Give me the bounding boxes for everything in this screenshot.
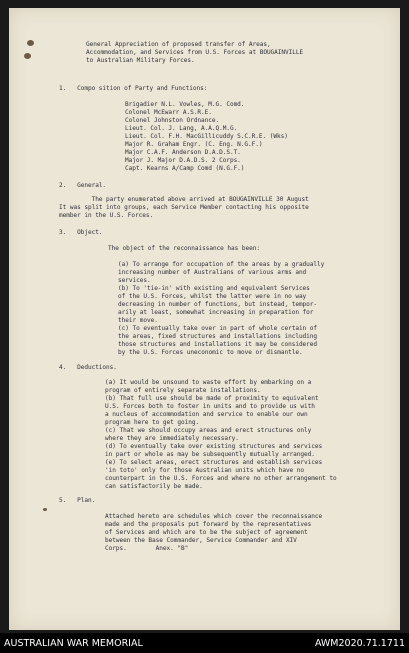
body-line: The party enumerated above arrived at BOUGAINVILLE 30 August: [59, 196, 309, 203]
body-line: (c) That we should occupy areas and erect structures only: [105, 427, 312, 434]
party-member: Brigadier N.L. Vowles, M.G. Comd.: [125, 101, 245, 108]
body-line: program here to get going.: [105, 419, 200, 426]
body-line: program of entirely separate installations.: [105, 387, 261, 394]
punch-hole: [27, 40, 34, 46]
section-3-heading: 3. Object.: [59, 229, 103, 236]
body-line: (c) To eventually take over in part of whole certain of: [118, 325, 318, 332]
body-line: of Services and which are to be the subject of agreement: [105, 529, 308, 536]
section-1-heading: 1. Compo sition of Party and Functions:: [59, 85, 208, 92]
body-line: (b) To 'tie-in' with existing and equivalent Services: [118, 285, 310, 292]
body-line: (a) To arrange for occupation of the areas by a gradually: [118, 261, 325, 268]
body-line: It was split into groups, each Service Member contacting his opposite: [59, 204, 309, 211]
party-member: Major J. Major D.A.D.S. 2 Corps.: [125, 157, 241, 164]
body-line: decreasing in number of functions, but instead, tempor-: [118, 301, 318, 308]
intro-title: General Appreciation of proposed transfer of Areas,: [86, 41, 271, 48]
body-line: services.: [118, 277, 151, 284]
section-4-heading: 4. Deductions.: [59, 364, 117, 371]
archive-footer: [0, 633, 409, 653]
body-line: by the U.S. Forces uneconomic to move or dismantle.: [118, 349, 303, 356]
body-line: Corps. Anex. "B": [105, 545, 189, 552]
party-member: Colonel McEwarr A.S.R.E.: [125, 109, 212, 116]
body-line: made and the proposals put forward by the representatives: [105, 521, 312, 528]
party-member: Lieut. Col. J. Lang, A.A.Q.M.G.: [125, 125, 238, 132]
body-line: counterpart in the U.S. Forces and where no other arrangement to: [105, 475, 337, 482]
intro-title: to Australian Military Forces.: [86, 57, 195, 64]
body-line: of the U.S. Forces, whilst the latter were in no way: [118, 293, 307, 300]
intro-title: Accommodation, and Services from U.S. Forces at BOUGAINVILLE: [86, 49, 304, 56]
body-line: can satisfactorily be made.: [105, 483, 203, 490]
party-member: Major C.A.F. Anderson D.A.D.S.T.: [125, 149, 241, 156]
section-2-heading: 2. General.: [59, 182, 107, 189]
party-member: Major R. Graham Engr. (C. Eng. N.G.F.): [125, 141, 263, 148]
punch-hole: [24, 53, 31, 59]
body-line: where they are immediately necessary.: [105, 435, 239, 442]
body-line: in part or whole as may be subsequently mutually arranged.: [105, 451, 315, 458]
body-line: between the Base Commander, Service Commander and XIV: [105, 537, 297, 544]
body-line: increasing number of Australians of various arms and: [118, 269, 307, 276]
body-line: (d) To eventually take over existing structures and services: [105, 443, 323, 450]
party-member: Capt. Kearns A/Camp Comd (N.G.F.): [125, 165, 245, 172]
body-line: Attached hereto are schedules which cover the reconnaissance: [105, 513, 323, 520]
ink-mark: [43, 508, 47, 511]
body-line: (e) To select areas, erect structures and establish services: [105, 459, 323, 466]
body-line: their move.: [118, 317, 158, 324]
body-line: 'in toto' only for those Australian units which have no: [105, 467, 305, 474]
body-line: (b) That full use should be made of proximity to equivalent: [105, 395, 319, 402]
body-line: member in the U.S. Forces.: [59, 212, 154, 219]
body-line: a nucleus of accommodation and service to enable our own: [105, 411, 308, 418]
section-5-heading: 5. Plan.: [59, 497, 96, 504]
section-3-lead: The object of the reconnaissance has been:: [108, 245, 260, 252]
archive-name: AUSTRALIAN WAR MEMORIAL: [4, 638, 143, 649]
body-line: those structures and installations it may be considered: [118, 341, 318, 348]
party-member: Colonel Johnston Ordnance.: [125, 117, 220, 124]
catalogue-number: AWM2020.71.1711: [314, 638, 405, 649]
body-line: (a) It would be unsound to waste effort by embarking on a: [105, 379, 312, 386]
party-member: Lieut. Col. F.H. MacGillicuddy S.C.R.E. (Wks): [125, 133, 288, 140]
body-line: arily at least, somewhat increasing in preparation for: [118, 309, 314, 316]
body-line: U.S. Forces both to foster in units and to provide us with: [105, 403, 315, 410]
document-page: [9, 8, 400, 630]
body-line: the areas, fixed structures and installations including: [118, 333, 318, 340]
